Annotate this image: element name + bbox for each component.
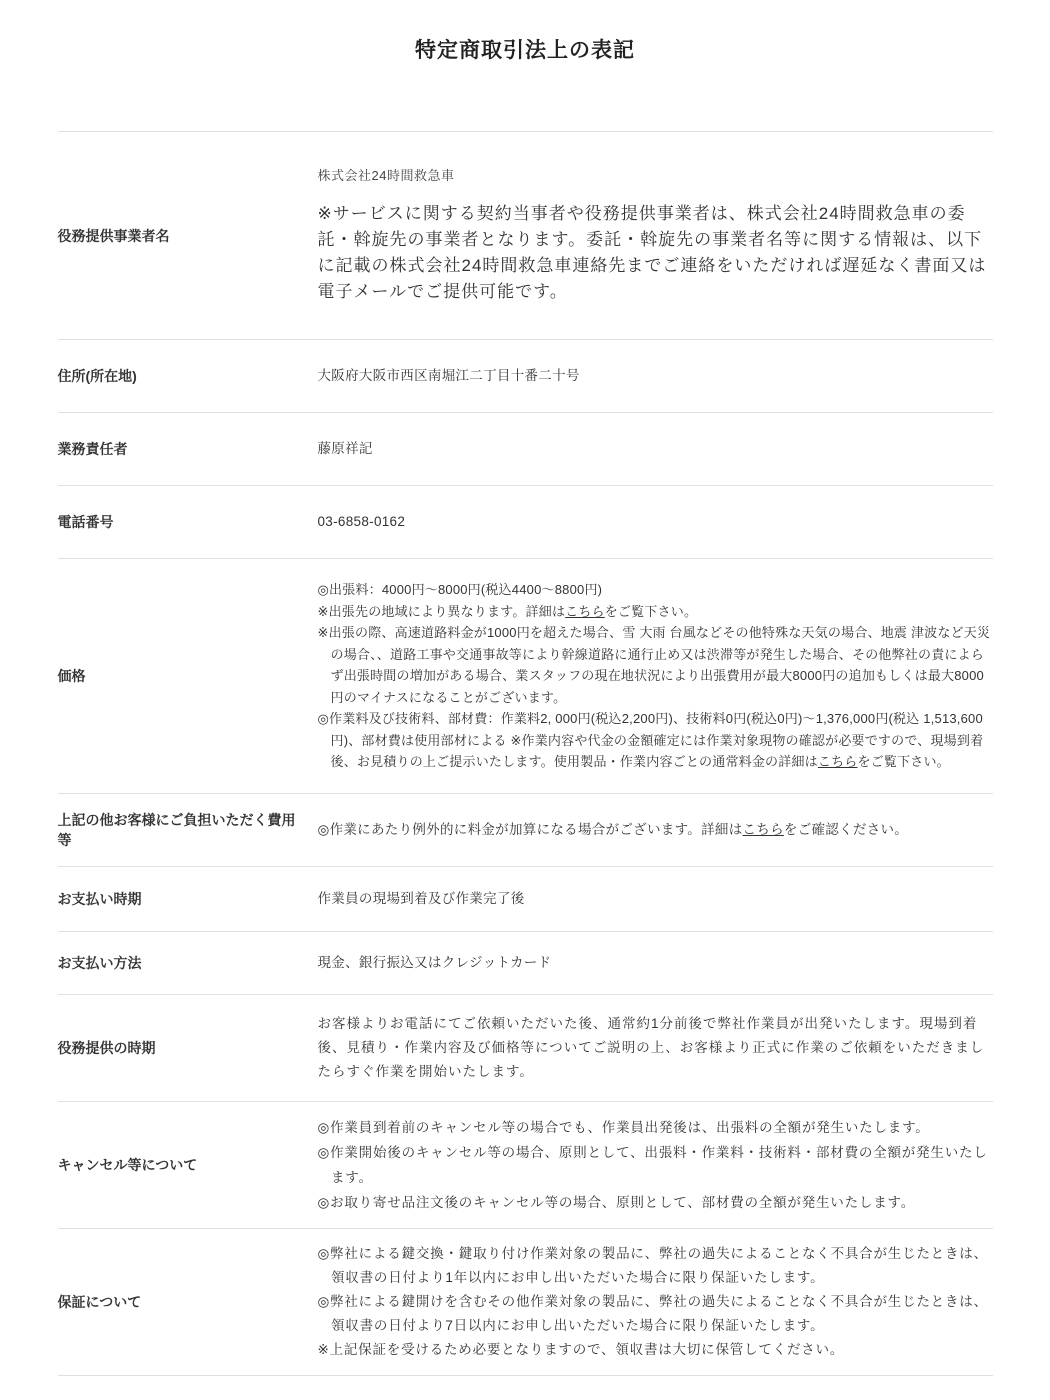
cancellation-paragraph-2: ◎作業開始後のキャンセル等の場合、原則として、出張料・作業料・技術料・部材費の全額が発生いたします。	[317, 1144, 988, 1185]
row-content-address	[318, 340, 993, 412]
row-phone-number	[58, 486, 993, 559]
row-content-service-provider-name	[318, 132, 993, 339]
row-price	[58, 559, 993, 794]
row-content-additional-costs	[318, 794, 993, 866]
inline-link[interactable]: こちら	[565, 603, 605, 619]
row-cancellation	[58, 1102, 993, 1229]
payment-method-value: 現金、銀行振込又はクレジットカード	[317, 954, 552, 970]
row-service-provider-name	[58, 132, 993, 340]
payment-timing-value: 作業員の現場到着及び作業完了後	[317, 890, 525, 906]
additional-costs-paragraph: ◎作業にあたり例外的に料金が加算になる場合がございます。詳細はこちらをご確認ください。	[317, 821, 909, 837]
row-content-cancellation	[318, 1102, 993, 1228]
row-label-cancellation: キャンセル等について	[57, 1156, 198, 1173]
inline-link[interactable]: こちら	[817, 754, 858, 769]
warranty-paragraph-1: ◎弊社による鍵交換・鍵取り付け作業対象の製品に、弊社の過失によることなく不具合が生じたときは、領収書の日付より1年以内にお申し出いただいた場合に限り保証いたします。	[317, 1245, 988, 1285]
row-content-warranty	[318, 1229, 993, 1375]
row-content-phone-number	[318, 486, 993, 558]
price-paragraph-1: ◎出張料：4000円～8000円(税込4400～8800円)	[317, 582, 603, 597]
row-content-payment-timing	[318, 867, 993, 931]
company-name: 株式会社24時間救急車	[317, 168, 455, 183]
row-address	[58, 340, 993, 413]
phone-number-value: 03-6858-0162	[317, 514, 406, 529]
row-label-additional-costs: 上記の他お客様にご負担いただく費用等	[57, 811, 296, 848]
row-additional-costs	[58, 794, 993, 867]
service-timing-value: お客様よりお電話にてご依頼いただいた後、通常約1分前後で弊社作業員が出発いたします。現場到着後、見積り・作業内容及び価格等についてご説明の上、お客様より正式に作業のご依頼をいただきましたらすぐ作業を開始いたします。	[317, 1015, 985, 1079]
row-payment-method	[58, 932, 993, 995]
page-title: 特定商取引法上の表記	[415, 39, 635, 62]
row-content-payment-method	[318, 932, 993, 994]
address-value: 大阪府大阪市西区南堀江二丁目十番二十号	[317, 368, 580, 383]
warranty-paragraph-3: ※上記保証を受けるため必要となりますので、領収書は大切に保管してください。	[317, 1341, 845, 1357]
provider-note: ※サービスに関する契約当事者や役務提供事業者は、株式会社24時間救急車の委託・斡旋先の事業者となります。委託・斡旋先の事業者名等に関する情報は、以下に記載の株式会社24時間救急車連絡先までご連絡をいただければ遅延なく書面又は電子メールでご提供可能です。	[317, 204, 987, 301]
cancellation-paragraph-3: ◎お取り寄せ品注文後のキャンセル等の場合、原則として、部材費の全額が発生いたします。	[317, 1194, 916, 1210]
row-label-payment-timing: お支払い時期	[57, 890, 142, 907]
row-label-warranty: 保証について	[57, 1293, 142, 1310]
row-label-phone-number: 電話番号	[57, 514, 114, 530]
disclosure-table	[58, 131, 993, 1376]
warranty-paragraph-2: ◎弊社による鍵開けを含むその他作業対象の製品に、弊社の過失によることなく不具合が生じたときは、領収書の日付より7日以内にお申し出いただいた場合に限り保証いたします。	[317, 1293, 988, 1333]
cancellation-paragraph-1: ◎作業員到着前のキャンセル等の場合でも、作業員出発後は、出張料の全額が発生いたします。	[317, 1119, 930, 1135]
row-payment-timing	[58, 867, 993, 932]
row-label-operations-manager: 業務責任者	[57, 441, 128, 457]
row-label-address: 住所(所在地)	[57, 368, 137, 384]
row-label-service-provider-name: 役務提供事業者名	[57, 227, 170, 244]
legal-disclosure-page	[58, 0, 993, 1376]
row-content-service-timing	[318, 995, 993, 1101]
operations-manager-value: 藤原祥記	[317, 441, 373, 456]
row-label-payment-method: お支払い方法	[57, 954, 142, 971]
row-content-operations-manager	[318, 413, 993, 485]
row-label-price: 価格	[57, 667, 86, 684]
row-label-service-timing: 役務提供の時期	[57, 1039, 156, 1056]
inline-link[interactable]: こちら	[742, 821, 784, 837]
price-paragraph-2: ※出張先の地域により異なります。詳細はこちらをご覧下さい。	[317, 603, 698, 619]
price-paragraph-4: ◎作業料及び技術料、部材費：作業料2, 000円(税込2,200円)、技術料0円(税込0円)～1,376,000円(税込 1,513,600円)、部材費は使用部材による ※作業内容や代金の金額確定には作業対象現物の確認が必要ですので、現場到着後、お見積りの上ご提示いたします。使用製品・作業内容ごとの通常料金の詳細はこちらをご覧下さい。	[317, 711, 984, 769]
row-content-price	[318, 559, 993, 793]
price-paragraph-3: ※出張の際、高速道路料金が1000円を超えた場合、雪 大雨 台風などその他特殊な天気の場合、地震 津波など天災の場合、、道路工事や交通事故等により幹線道路に通行止め又は渋滞等が発生した場合、その他弊社の責によらず出張時間の増加がある場合、業スタッフの現在地状況により出張費用が最大8000円の追加もしくは最大8000円のマイナスになることがございます。	[317, 625, 991, 705]
row-operations-manager	[58, 413, 993, 486]
row-warranty	[58, 1229, 993, 1376]
row-service-timing	[58, 995, 993, 1102]
